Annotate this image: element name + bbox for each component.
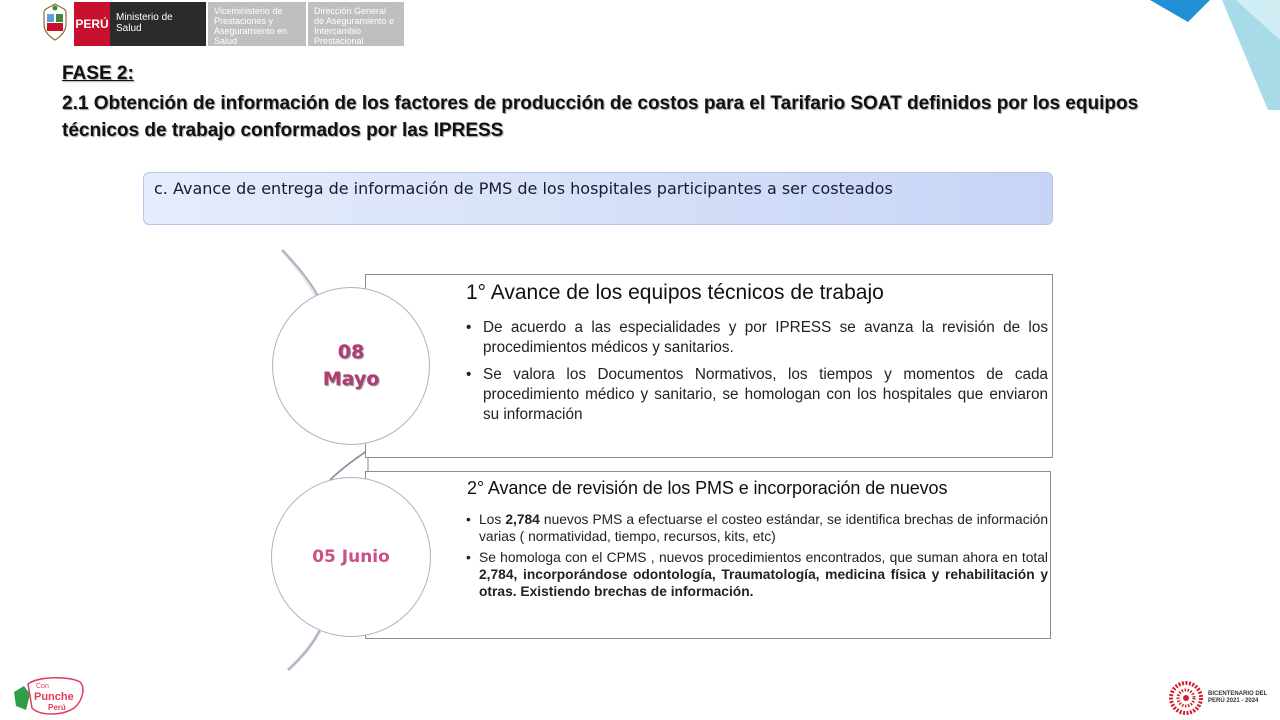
list-item: • Se valora los Documentos Normativos, los tiempos y momentos de cada procedimiento médico y sanitario, se homologan con los hospitales que enviaron su información bbox=[466, 365, 1048, 425]
list-item: • De acuerdo a las especialidades y por IPRESS se avanza la revisión de los procedimientos médicos y sanitarios. bbox=[466, 318, 1048, 358]
viceministerio-label: Viceministerio de Prestaciones y Aseguramiento en Salud bbox=[206, 2, 306, 46]
bicentenario-logo bbox=[1168, 680, 1272, 716]
milestone-1-title: 1° Avance de los equipos técnicos de trabajo bbox=[466, 281, 884, 304]
section-label-bar: c. Avance de entrega de información de PMS de los hospitales participantes a ser costeados bbox=[143, 172, 1053, 225]
fase-subtitle: 2.1 Obtención de información de los factores de producción de costos para el Tarifario SOAT definidos por los equipos técnicos de trabajo conformados por las IPRESS bbox=[62, 93, 1139, 141]
bullet-text: Se homologa con el CPMS , nuevos procedimientos encontrados, que suman ahora en total bbox=[479, 550, 1048, 565]
date-circle-2 bbox=[271, 477, 431, 637]
ministerio-label: Ministerio de Salud bbox=[110, 2, 206, 46]
bullet-bold-text: 2,784, incorporándose odontología, Traumatología, medicina física y rehabilitación y otras. bbox=[479, 567, 1048, 599]
svg-text:Perú: Perú bbox=[48, 703, 66, 712]
milestone-2-title: 2° Avance de revisión de los PMS e incorporación de nuevos bbox=[467, 478, 948, 498]
milestone-1-bullets bbox=[466, 318, 1048, 432]
bullet-text: nuevos PMS a efectuarse el costeo estándar, se identifica brechas de información varias ( normatividad, tiempo, recursos, kits, etc) bbox=[479, 512, 1049, 544]
date-day: 08 bbox=[337, 341, 365, 363]
date-label: 05 Junio bbox=[312, 547, 390, 567]
list-item bbox=[466, 549, 1048, 600]
bullet-text: Existiendo brechas de información. bbox=[516, 584, 754, 599]
svg-text:Punche: Punche bbox=[34, 691, 74, 703]
milestone-card-2 bbox=[365, 471, 1051, 639]
milestone-card-1 bbox=[365, 274, 1053, 458]
date-month: Mayo bbox=[322, 368, 380, 390]
milestone-2-bullets bbox=[466, 511, 1048, 604]
bicentenario-text: BICENTENARIO DEL PERÚ 2021 - 2024 bbox=[1208, 691, 1268, 704]
date-circle-1 bbox=[272, 287, 430, 445]
fase-title: FASE 2: bbox=[62, 63, 134, 84]
pms-count: 2,784 bbox=[505, 512, 540, 527]
con-punche-peru-logo bbox=[10, 672, 90, 718]
bicentenario-emblem-icon bbox=[1168, 680, 1204, 716]
direccion-label: Dirección General de Aseguramiento e Intercambio Prestacional bbox=[306, 2, 404, 46]
peru-label: PERÚ bbox=[74, 2, 110, 46]
list-item bbox=[466, 511, 1048, 545]
bullet-text: Los bbox=[479, 512, 506, 527]
svg-text:Con: Con bbox=[36, 683, 49, 690]
